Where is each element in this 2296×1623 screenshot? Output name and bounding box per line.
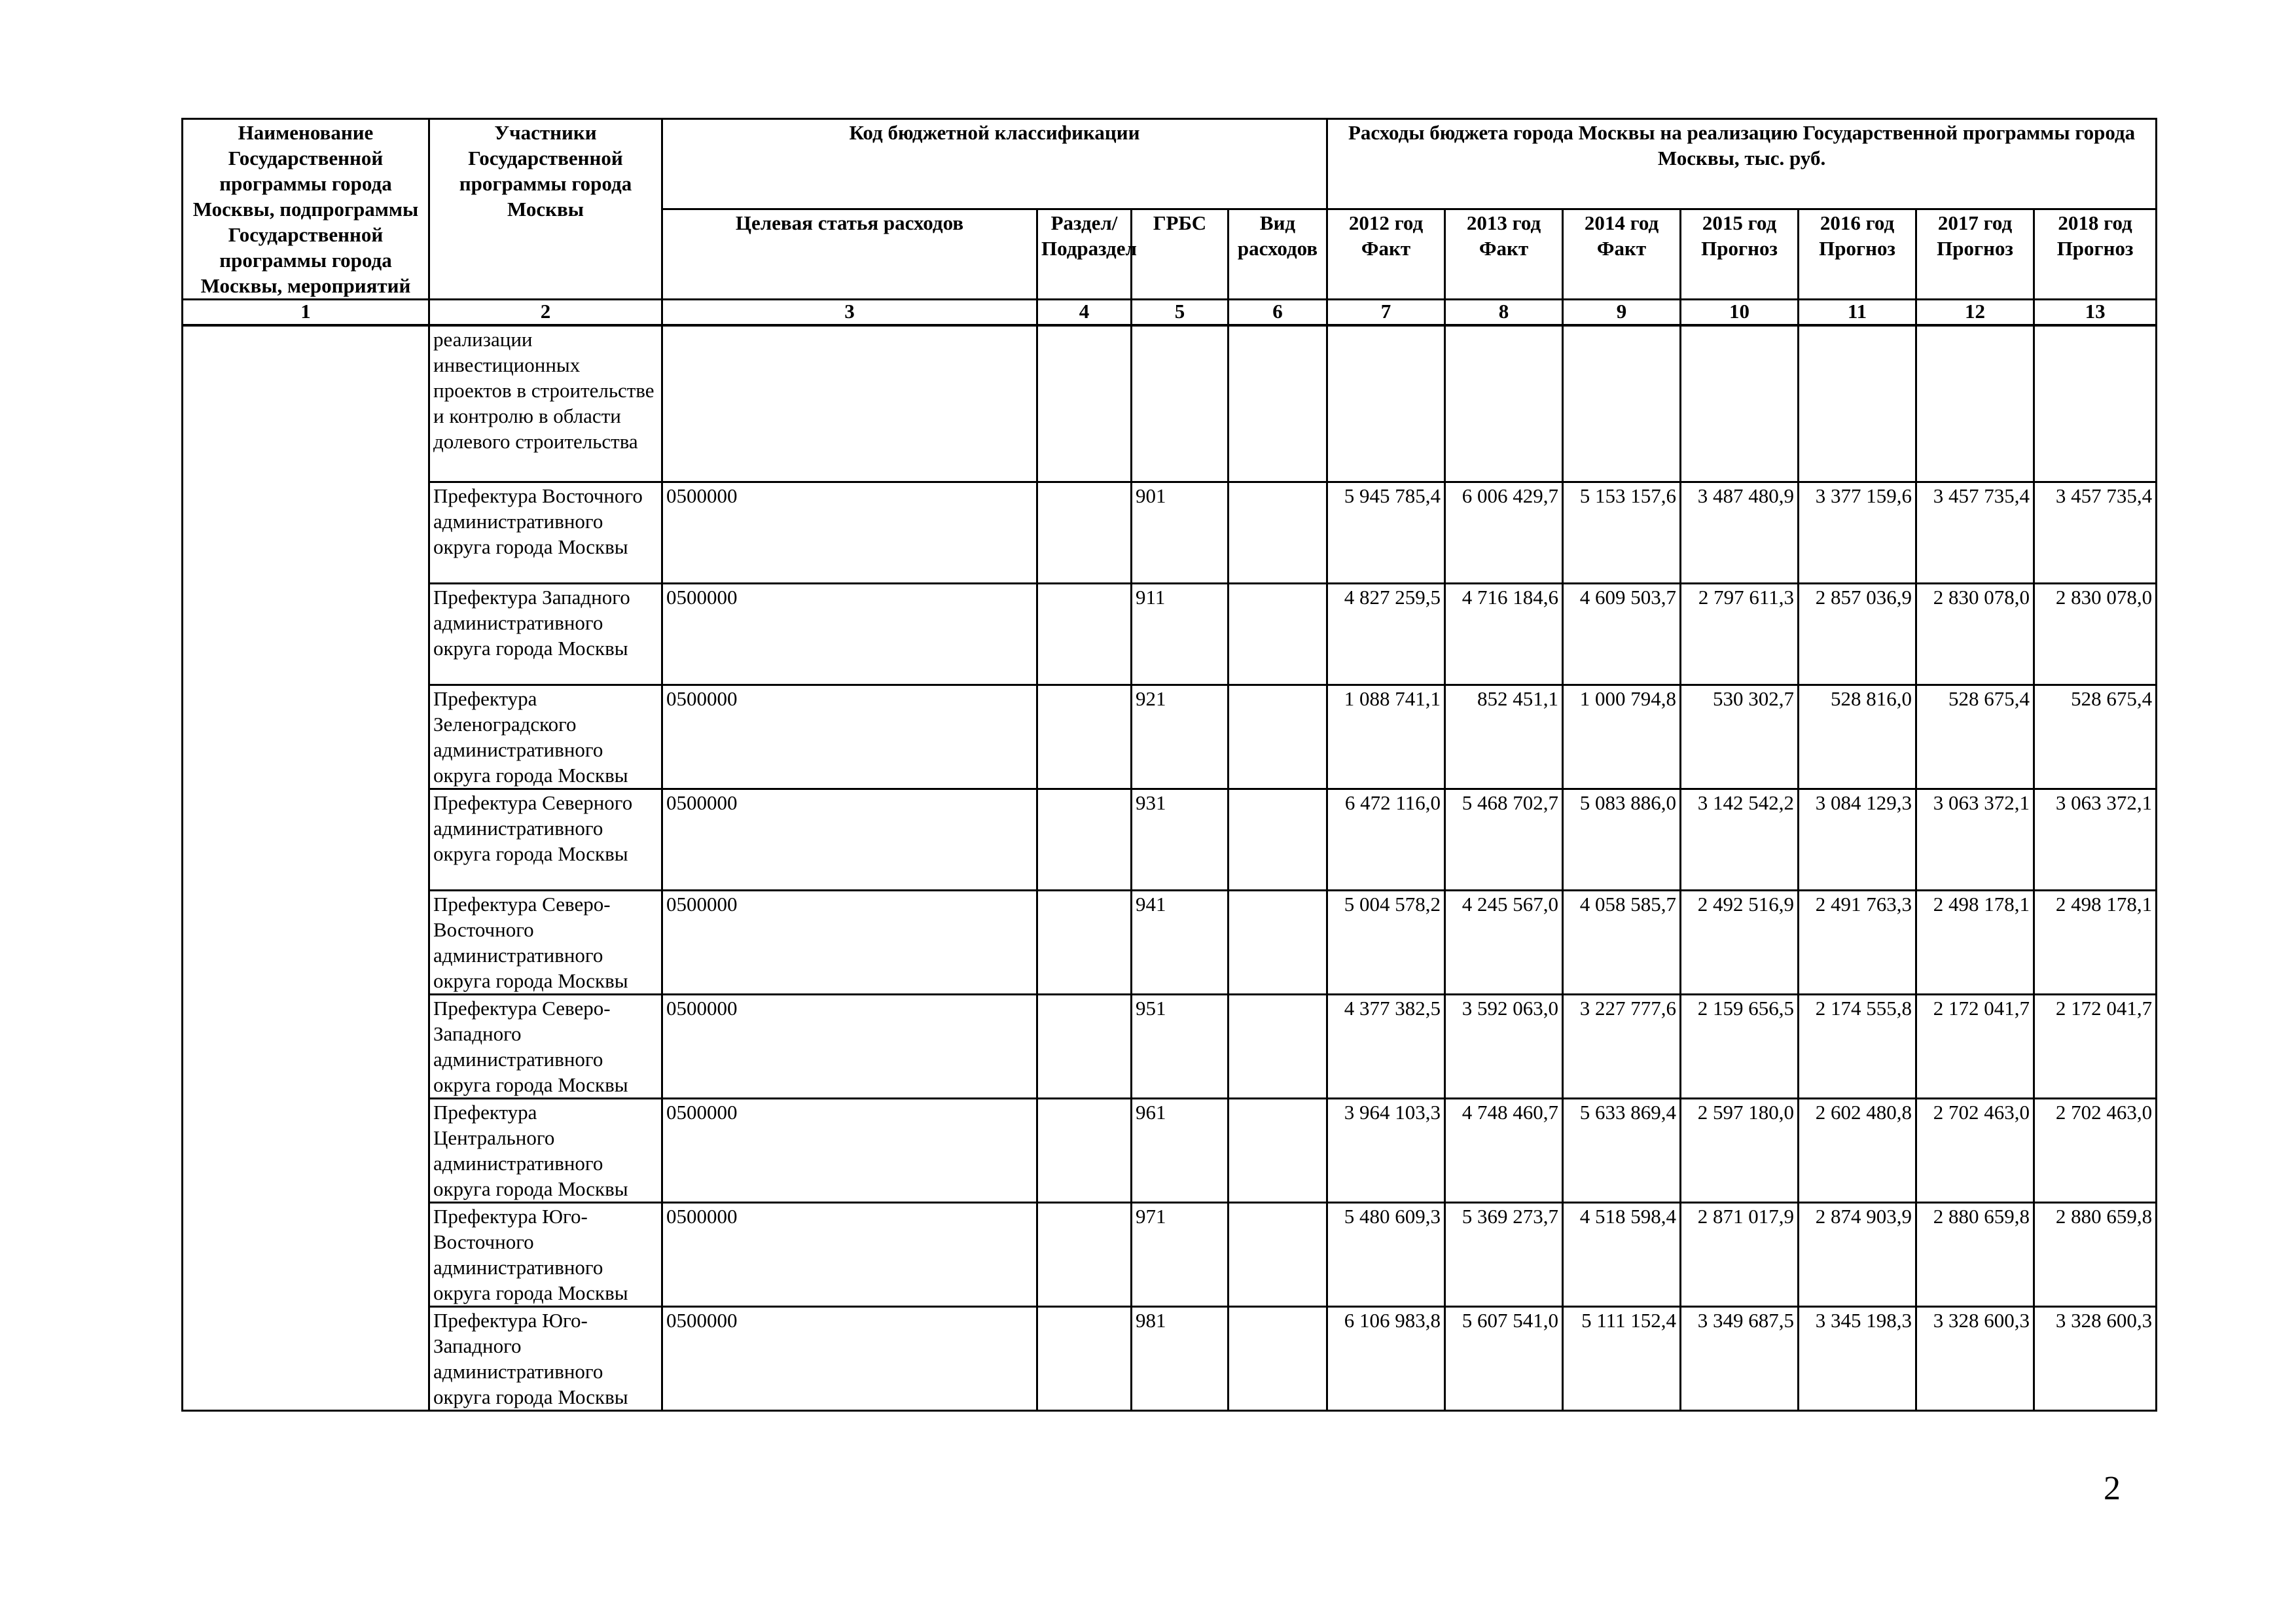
column-number: 11: [1799, 300, 1916, 326]
header-year-2015: 2015 год Прогноз: [1681, 209, 1799, 300]
expense-value-cell: 6 472 116,0: [1327, 789, 1445, 891]
expense-value-cell: 5 945 785,4: [1327, 482, 1445, 584]
header-budget-code: Код бюджетной классификации: [662, 119, 1327, 209]
section-cell: [1037, 891, 1132, 995]
expense-value-cell: 2 597 180,0: [1681, 1099, 1799, 1203]
expense-value-cell: 2 498 178,1: [1916, 891, 2034, 995]
expense-value-cell: 5 468 702,7: [1445, 789, 1563, 891]
expense-value-cell: 5 369 273,7: [1445, 1203, 1563, 1307]
expense-value-cell: 2 172 041,7: [1916, 995, 2034, 1099]
participant-cell: Префектура Зеленоградского административного округа города Москвы: [429, 685, 662, 789]
participant-cell: Префектура Северо-Западного административного округа города Москвы: [429, 995, 662, 1099]
expense-value-cell: 4 827 259,5: [1327, 584, 1445, 685]
section-cell: [1037, 685, 1132, 789]
column-number: 10: [1681, 300, 1799, 326]
empty-cell: [662, 325, 1037, 482]
target-article-cell: 0500000: [662, 1203, 1037, 1307]
expense-value-cell: 2 498 178,1: [2034, 891, 2157, 995]
header-target-article: Целевая статья расходов: [662, 209, 1037, 300]
target-article-cell: 0500000: [662, 482, 1037, 584]
grbs-cell: 971: [1132, 1203, 1229, 1307]
expense-value-cell: 6 006 429,7: [1445, 482, 1563, 584]
expense-kind-cell: [1229, 995, 1327, 1099]
table-row: [183, 1099, 2157, 1203]
empty-cell: [1229, 325, 1327, 482]
expense-value-cell: 528 675,4: [1916, 685, 2034, 789]
empty-cell: [1563, 325, 1681, 482]
expense-kind-cell: [1229, 1099, 1327, 1203]
expense-value-cell: 2 702 463,0: [1916, 1099, 2034, 1203]
program-name-cell: [183, 325, 429, 1411]
target-article-cell: 0500000: [662, 1099, 1037, 1203]
expense-value-cell: 3 964 103,3: [1327, 1099, 1445, 1203]
empty-cell: [2034, 325, 2157, 482]
expense-value-cell: 2 491 763,3: [1799, 891, 1916, 995]
empty-cell: [1327, 325, 1445, 482]
section-cell: [1037, 1307, 1132, 1411]
expense-value-cell: 2 880 659,8: [2034, 1203, 2157, 1307]
participant-cell: Префектура Восточного административного округа города Москвы: [429, 482, 662, 584]
expense-value-cell: 2 830 078,0: [2034, 584, 2157, 685]
empty-cell: [1037, 325, 1132, 482]
expense-value-cell: 3 328 600,3: [1916, 1307, 2034, 1411]
grbs-cell: 931: [1132, 789, 1229, 891]
target-article-cell: 0500000: [662, 584, 1037, 685]
expense-value-cell: 1 088 741,1: [1327, 685, 1445, 789]
target-article-cell: 0500000: [662, 891, 1037, 995]
column-number-row: [183, 300, 2157, 326]
section-cell: [1037, 1099, 1132, 1203]
expense-value-cell: 4 748 460,7: [1445, 1099, 1563, 1203]
expense-kind-cell: [1229, 1203, 1327, 1307]
expense-value-cell: 3 349 687,5: [1681, 1307, 1799, 1411]
table-row: [183, 891, 2157, 995]
section-cell: [1037, 584, 1132, 685]
expense-value-cell: 2 797 611,3: [1681, 584, 1799, 685]
expense-value-cell: 3 377 159,6: [1799, 482, 1916, 584]
expense-value-cell: 4 716 184,6: [1445, 584, 1563, 685]
column-number: 1: [183, 300, 429, 326]
target-article-cell: 0500000: [662, 995, 1037, 1099]
header-section: Раздел/Подраздел: [1037, 209, 1132, 300]
target-article-cell: 0500000: [662, 1307, 1037, 1411]
empty-cell: [1445, 325, 1563, 482]
expense-value-cell: 3 457 735,4: [2034, 482, 2157, 584]
expense-value-cell: 2 702 463,0: [2034, 1099, 2157, 1203]
expense-value-cell: 528 675,4: [2034, 685, 2157, 789]
expense-value-cell: 4 377 382,5: [1327, 995, 1445, 1099]
table-body: [183, 325, 2157, 1411]
grbs-cell: 901: [1132, 482, 1229, 584]
expense-value-cell: 3 063 372,1: [2034, 789, 2157, 891]
table-row: [183, 325, 2157, 482]
column-number: 8: [1445, 300, 1563, 326]
grbs-cell: 941: [1132, 891, 1229, 995]
expense-value-cell: 5 633 869,4: [1563, 1099, 1681, 1203]
header-year-2012: 2012 год Факт: [1327, 209, 1445, 300]
expense-value-cell: 3 592 063,0: [1445, 995, 1563, 1099]
expense-kind-cell: [1229, 789, 1327, 891]
empty-cell: [1799, 325, 1916, 482]
expense-value-cell: 5 607 541,0: [1445, 1307, 1563, 1411]
participant-cell: Префектура Западного административного округа города Москвы: [429, 584, 662, 685]
expense-value-cell: 5 111 152,4: [1563, 1307, 1681, 1411]
header-year-2018: 2018 год Прогноз: [2034, 209, 2157, 300]
expense-value-cell: 2 871 017,9: [1681, 1203, 1799, 1307]
header-year-2013: 2013 год Факт: [1445, 209, 1563, 300]
column-number: 6: [1229, 300, 1327, 326]
table-row: [183, 1307, 2157, 1411]
column-number: 3: [662, 300, 1037, 326]
participant-cell: Префектура Юго-Восточного административного округа города Москвы: [429, 1203, 662, 1307]
grbs-cell: 981: [1132, 1307, 1229, 1411]
expense-value-cell: 6 106 983,8: [1327, 1307, 1445, 1411]
expense-value-cell: 2 857 036,9: [1799, 584, 1916, 685]
header-year-2014: 2014 год Факт: [1563, 209, 1681, 300]
header-grbs: ГРБС: [1132, 209, 1229, 300]
expense-value-cell: 3 227 777,6: [1563, 995, 1681, 1099]
column-number: 13: [2034, 300, 2157, 326]
page-number: 2: [2104, 1470, 2121, 1507]
table-row: [183, 1203, 2157, 1307]
expense-value-cell: 5 083 886,0: [1563, 789, 1681, 891]
column-number: 5: [1132, 300, 1229, 326]
participant-cell: Префектура Центрального административного округа города Москвы: [429, 1099, 662, 1203]
section-cell: [1037, 1203, 1132, 1307]
grbs-cell: 921: [1132, 685, 1229, 789]
grbs-cell: 911: [1132, 584, 1229, 685]
column-number: 2: [429, 300, 662, 326]
expense-value-cell: 2 830 078,0: [1916, 584, 2034, 685]
table-row: [183, 584, 2157, 685]
section-cell: [1037, 995, 1132, 1099]
expense-value-cell: 2 880 659,8: [1916, 1203, 2034, 1307]
table-row: [183, 482, 2157, 584]
participant-cell: Префектура Юго-Западного административного округа города Москвы: [429, 1307, 662, 1411]
expense-kind-cell: [1229, 891, 1327, 995]
expense-value-cell: 3 345 198,3: [1799, 1307, 1916, 1411]
expense-value-cell: 2 602 480,8: [1799, 1099, 1916, 1203]
empty-cell: [1681, 325, 1799, 482]
expense-kind-cell: [1229, 584, 1327, 685]
participant-cell: реализации инвестиционных проектов в строительстве и контролю в области долевого строительства: [429, 325, 662, 482]
expense-value-cell: 1 000 794,8: [1563, 685, 1681, 789]
section-cell: [1037, 789, 1132, 891]
expense-value-cell: 5 480 609,3: [1327, 1203, 1445, 1307]
section-cell: [1037, 482, 1132, 584]
expense-value-cell: 3 084 129,3: [1799, 789, 1916, 891]
participant-cell: Префектура Северо-Восточного административного округа города Москвы: [429, 891, 662, 995]
grbs-cell: 961: [1132, 1099, 1229, 1203]
expense-value-cell: 528 816,0: [1799, 685, 1916, 789]
expense-value-cell: 4 518 598,4: [1563, 1203, 1681, 1307]
participant-cell: Префектура Северного административного округа города Москвы: [429, 789, 662, 891]
table-row: [183, 685, 2157, 789]
column-number: 7: [1327, 300, 1445, 326]
expense-value-cell: 2 159 656,5: [1681, 995, 1799, 1099]
expense-value-cell: 2 874 903,9: [1799, 1203, 1916, 1307]
expense-value-cell: 4 058 585,7: [1563, 891, 1681, 995]
header-year-2016: 2016 год Прогноз: [1799, 209, 1916, 300]
grbs-cell: 951: [1132, 995, 1229, 1099]
header-year-2017: 2017 год Прогноз: [1916, 209, 2034, 300]
expense-value-cell: 2 492 516,9: [1681, 891, 1799, 995]
expense-value-cell: 852 451,1: [1445, 685, 1563, 789]
expense-kind-cell: [1229, 1307, 1327, 1411]
header-expenses: Расходы бюджета города Москвы на реализацию Государственной программы города Москвы, тыс. руб.: [1327, 119, 2157, 209]
empty-cell: [1132, 325, 1229, 482]
expense-value-cell: 2 174 555,8: [1799, 995, 1916, 1099]
table-row: [183, 789, 2157, 891]
header-expense-kind: Вид расходов: [1229, 209, 1327, 300]
expense-value-cell: 3 487 480,9: [1681, 482, 1799, 584]
header-program-name: Наименование Государственной программы города Москвы, подпрограммы Государственной программы города Москвы, мероприятий: [183, 119, 429, 300]
expense-value-cell: 4 245 567,0: [1445, 891, 1563, 995]
expense-value-cell: 3 142 542,2: [1681, 789, 1799, 891]
header-participants: Участники Государственной программы города Москвы: [429, 119, 662, 300]
expense-value-cell: 5 004 578,2: [1327, 891, 1445, 995]
expense-value-cell: 530 302,7: [1681, 685, 1799, 789]
expense-value-cell: 3 328 600,3: [2034, 1307, 2157, 1411]
target-article-cell: 0500000: [662, 685, 1037, 789]
target-article-cell: 0500000: [662, 789, 1037, 891]
expense-value-cell: 3 063 372,1: [1916, 789, 2034, 891]
table-row: [183, 995, 2157, 1099]
expense-value-cell: 2 172 041,7: [2034, 995, 2157, 1099]
expense-value-cell: 4 609 503,7: [1563, 584, 1681, 685]
budget-table: [181, 118, 2157, 1412]
column-number: 4: [1037, 300, 1132, 326]
expense-value-cell: 3 457 735,4: [1916, 482, 2034, 584]
expense-kind-cell: [1229, 482, 1327, 584]
column-number: 12: [1916, 300, 2034, 326]
column-number: 9: [1563, 300, 1681, 326]
expense-value-cell: 5 153 157,6: [1563, 482, 1681, 584]
empty-cell: [1916, 325, 2034, 482]
expense-kind-cell: [1229, 685, 1327, 789]
